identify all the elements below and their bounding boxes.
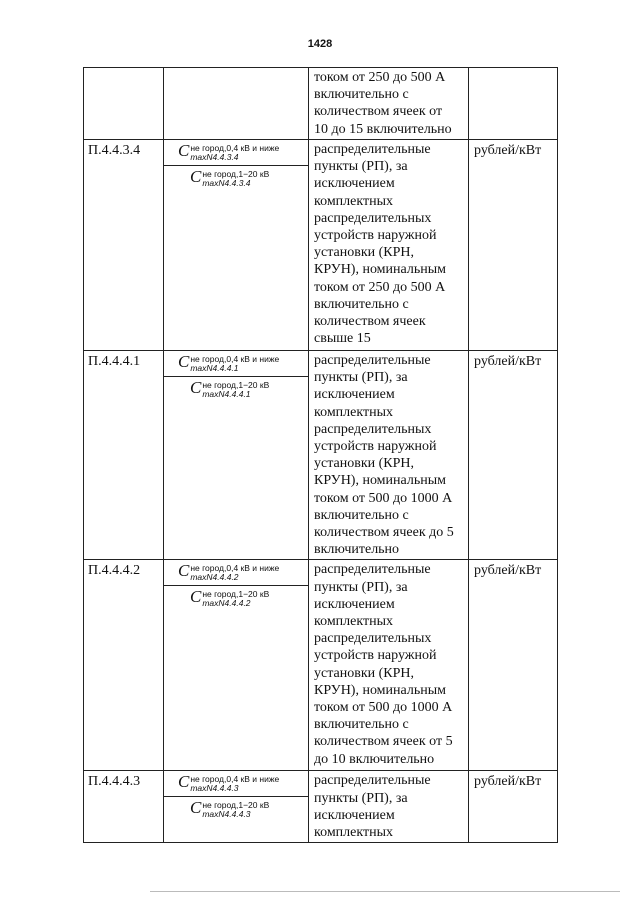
item-code: П.4.4.3.4 [84,140,164,351]
rate-formula [164,351,308,376]
description-line: включительно с [314,296,409,312]
formula-superscript: не город,1−20 кВ [202,800,270,811]
description-line: распределительные [314,142,431,157]
formula-cell [164,68,309,140]
table-row [84,68,558,140]
formula-symbol: C [190,798,202,818]
footer-divider [150,891,620,892]
description-line: установки (КРН, [314,245,415,261]
rate-formula [164,585,308,611]
description-line: КРУН), номинальным [314,682,446,698]
description-line: током от 250 до 500 А [314,70,446,85]
unit-cell: рублей/кВт [469,560,558,771]
description-cell [309,560,469,771]
description-line: включительно с [314,87,409,103]
item-code: П.4.4.4.1 [84,351,164,560]
item-code [84,68,164,140]
tariff-table [83,67,558,843]
formula-cell [164,560,309,771]
description-line: распределительных [314,421,432,437]
formula-symbol: C [190,167,202,187]
item-code: П.4.4.4.2 [84,560,164,771]
description-line: комплектных [314,825,394,841]
description-line: включительно с [314,717,409,733]
formula-subscript: maxN4.4.4.1 [202,389,251,400]
table-row [84,351,558,560]
formula-superscript: не город,0,4 кВ и ниже [190,774,280,785]
formula-subscript: maxN4.4.4.2 [202,598,251,609]
formula-symbol: C [178,561,190,581]
description-line: пункты (РП), за [314,579,408,595]
description-line: распределительные [314,353,431,368]
formula-subscript: maxN4.4.4.2 [190,572,239,583]
formula-superscript: не город,0,4 кВ и ниже [190,354,280,365]
unit-cell: рублей/кВт [469,771,558,843]
formula-subscript: maxN4.4.3.4 [190,152,239,163]
description-line: распределительных [314,210,432,226]
description-line: включительно [314,542,400,558]
description-line: устройств наружной [314,648,437,664]
description-line: пункты (РП), за [314,790,408,806]
description-line: количеством ячеек от [314,104,443,120]
description-line: включительно с [314,507,409,523]
description-line: 10 до 15 включительно [314,121,452,137]
unit-cell [469,68,558,140]
description-line: пункты (РП), за [314,370,408,386]
description-line: током от 250 до 500 А [314,279,446,295]
formula-symbol: C [178,352,190,371]
formula-subscript: maxN4.4.4.3 [202,809,251,820]
description-line: свыше 15 [314,331,371,347]
description-line: количеством ячеек до 5 [314,525,454,541]
formula-cell [164,771,309,843]
rate-formula [164,560,308,585]
description-line: комплектных [314,193,394,209]
formula-symbol: C [190,587,202,607]
description-line: установки (КРН, [314,665,415,681]
formula-superscript: не город,0,4 кВ и ниже [190,563,280,574]
rate-formula [164,771,308,796]
description-line: распределительных [314,631,432,647]
unit-cell: рублей/кВт [469,351,558,560]
formula-subscript: maxN4.4.3.4 [202,178,251,189]
description-line: до 10 включительно [314,751,435,767]
page-number: 1428 [307,38,333,50]
description-line: количеством ячеек от 5 [314,734,453,750]
description-cell [309,140,469,351]
item-code: П.4.4.4.3 [84,771,164,843]
description-line: током от 500 до 1000 А [314,700,453,716]
table-row [84,771,558,843]
description-line: пункты (РП), за [314,159,408,175]
description-line: КРУН), номинальным [314,473,446,489]
formula-symbol: C [190,378,202,398]
unit-cell: рублей/кВт [469,140,558,351]
description-line: распределительные [314,773,431,789]
formula-subscript: maxN4.4.4.1 [190,363,239,374]
description-cell [309,68,469,140]
description-line: количеством ячеек [314,314,426,330]
formula-superscript: не город,1−20 кВ [202,169,270,180]
description-line: распределительные [314,562,431,578]
rate-formula [164,140,308,165]
rate-formula [164,165,308,191]
description-line: комплектных [314,404,394,420]
formula-symbol: C [178,772,190,792]
formula-symbol: C [178,141,190,160]
description-line: устройств наружной [314,228,437,244]
description-line: установки (КРН, [314,456,415,472]
description-cell [309,771,469,843]
description-cell [309,351,469,560]
description-line: током от 500 до 1000 А [314,490,453,506]
description-line: исключением [314,176,395,192]
description-line: комплектных [314,614,394,630]
formula-superscript: не город,0,4 кВ и ниже [190,143,280,154]
formula-superscript: не город,1−20 кВ [202,380,270,391]
description-line: устройств наружной [314,439,437,455]
formula-superscript: не город,1−20 кВ [202,589,270,600]
table-row [84,140,558,351]
description-line: исключением [314,807,395,823]
rate-formula [164,796,308,822]
table-row [84,560,558,771]
description-line: исключением [314,596,395,612]
description-line: КРУН), номинальным [314,262,446,278]
formula-cell [164,140,309,351]
description-line: исключением [314,387,395,403]
formula-cell [164,351,309,560]
rate-formula [164,376,308,402]
formula-subscript: maxN4.4.4.3 [190,783,239,794]
